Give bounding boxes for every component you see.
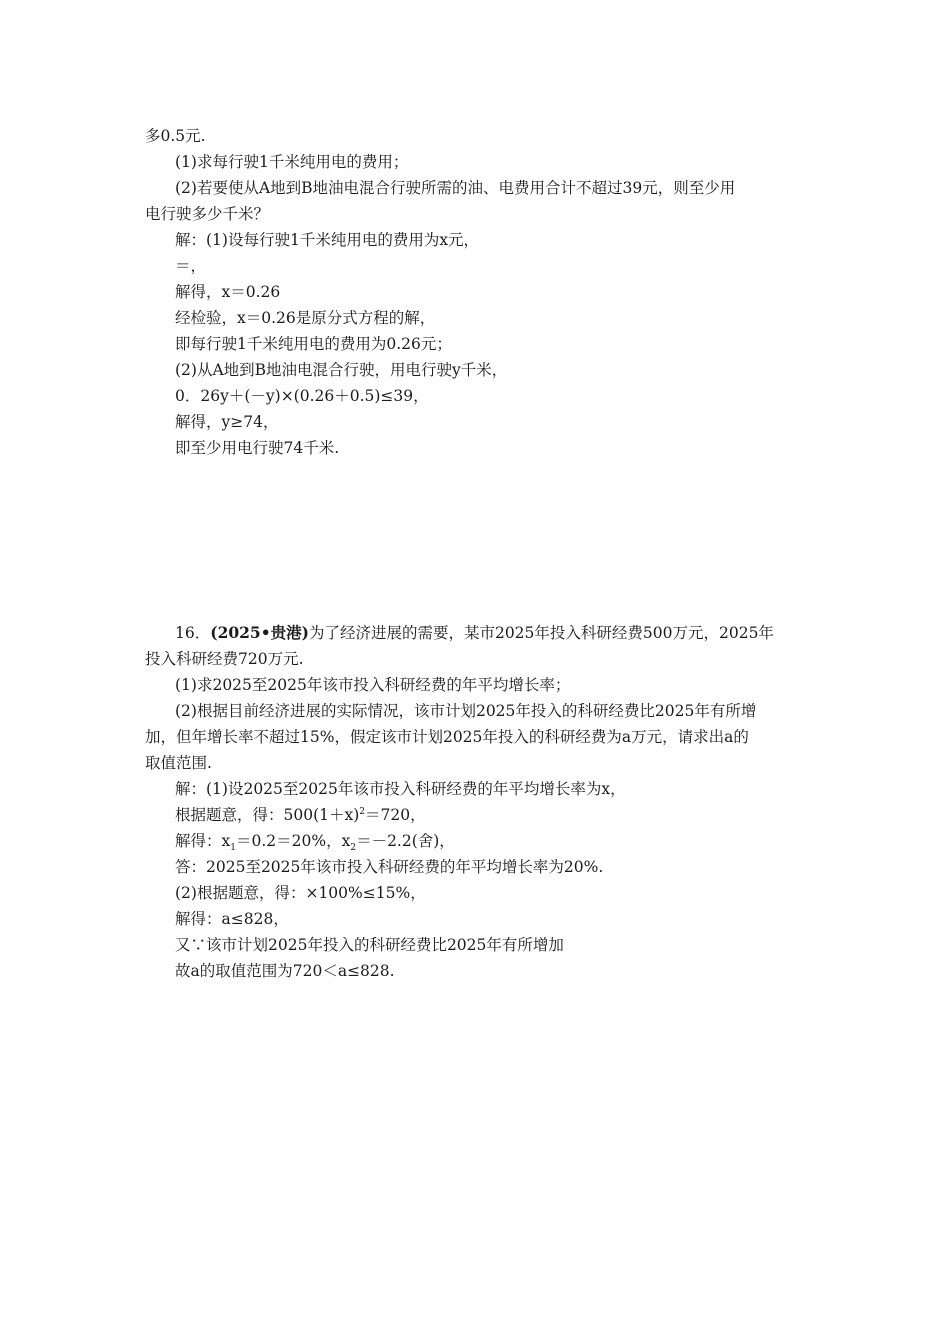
text-line: 解得，y≥74， bbox=[175, 413, 279, 431]
problem-number: 16． bbox=[175, 624, 211, 642]
problem-16-intro bbox=[145, 620, 815, 646]
text-line: 0．26y＋(－y)×(0.26＋0.5)≤39， bbox=[175, 387, 429, 405]
text-line: 解得，x＝0.26 bbox=[175, 283, 281, 301]
text-line: 即至少用电行驶74千米. bbox=[175, 439, 340, 457]
exponent: 2 bbox=[359, 806, 366, 817]
equation-text: 解得：x bbox=[175, 832, 231, 850]
text-line: 加，但年增长率不超过15%，假定该市计划2025年投入的科研经费为a万元，请求出a的 bbox=[145, 728, 749, 746]
text-line: 经检验，x＝0.26是原分式方程的解， bbox=[175, 309, 436, 327]
subscript: 1 bbox=[230, 843, 236, 854]
equation-text: 根据题意，得：500(1＋x) bbox=[175, 806, 360, 824]
equation-text: ＝0.2＝20%，x bbox=[235, 832, 351, 850]
text-line: 投入科研经费720万元. bbox=[145, 650, 304, 668]
text-line: 电行驶多少千米？ bbox=[145, 205, 270, 223]
text-line: 多0.5元. bbox=[145, 127, 206, 145]
text-line: 解：(1)设每行驶1千米纯用电的费用为x元， bbox=[175, 231, 480, 249]
equation-text: ＝720， bbox=[365, 806, 426, 824]
text-line: (2)若要使从A地到B地油电混合行驶所需的油、电费用合计不超过39元，则至少用 bbox=[175, 179, 736, 197]
solution-line: 解：(1)设2025至2025年该市投入科研经费的年平均增长率为x， bbox=[175, 780, 626, 798]
problem-source: (2025•贵港) bbox=[210, 623, 309, 642]
equation-text: ＝－2.2(舍)， bbox=[356, 832, 455, 850]
text-line: (2)从A地到B地油电混合行驶，用电行驶y千米， bbox=[175, 361, 508, 379]
text-line: 即每行驶1千米纯用电的费用为0.26元； bbox=[175, 335, 452, 353]
solution-line: 又∵该市计划2025年投入的科研经费比2025年有所增加 bbox=[175, 936, 564, 954]
solution-line: 故a的取值范围为720＜a≤828. bbox=[175, 962, 395, 980]
solution-line bbox=[145, 828, 815, 854]
question-1: (1)求2025至2025年该市投入科研经费的年平均增长率； bbox=[175, 676, 571, 694]
problem-intro-text: 为了经济进展的需要，某市2025年投入科研经费500万元，2025年 bbox=[308, 624, 774, 642]
problem-15-solution bbox=[145, 123, 815, 461]
text-line: ＝， bbox=[175, 257, 207, 275]
problem-16 bbox=[145, 620, 815, 984]
solution-line: 解得：a≤828， bbox=[175, 910, 289, 928]
text-line: (1)求每行驶1千米纯用电的费用； bbox=[175, 153, 409, 171]
solution-line bbox=[145, 802, 815, 828]
solution-line: 答：2025至2025年该市投入科研经费的年平均增长率为20%. bbox=[175, 858, 604, 876]
text-line: 取值范围. bbox=[145, 754, 212, 772]
solution-line: (2)根据题意，得：×100%≤15%， bbox=[175, 884, 426, 902]
subscript: 2 bbox=[350, 843, 357, 854]
question-2: (2)根据目前经济进展的实际情况，该市计划2025年投入的科研经费比2025年有所增 bbox=[175, 702, 757, 720]
